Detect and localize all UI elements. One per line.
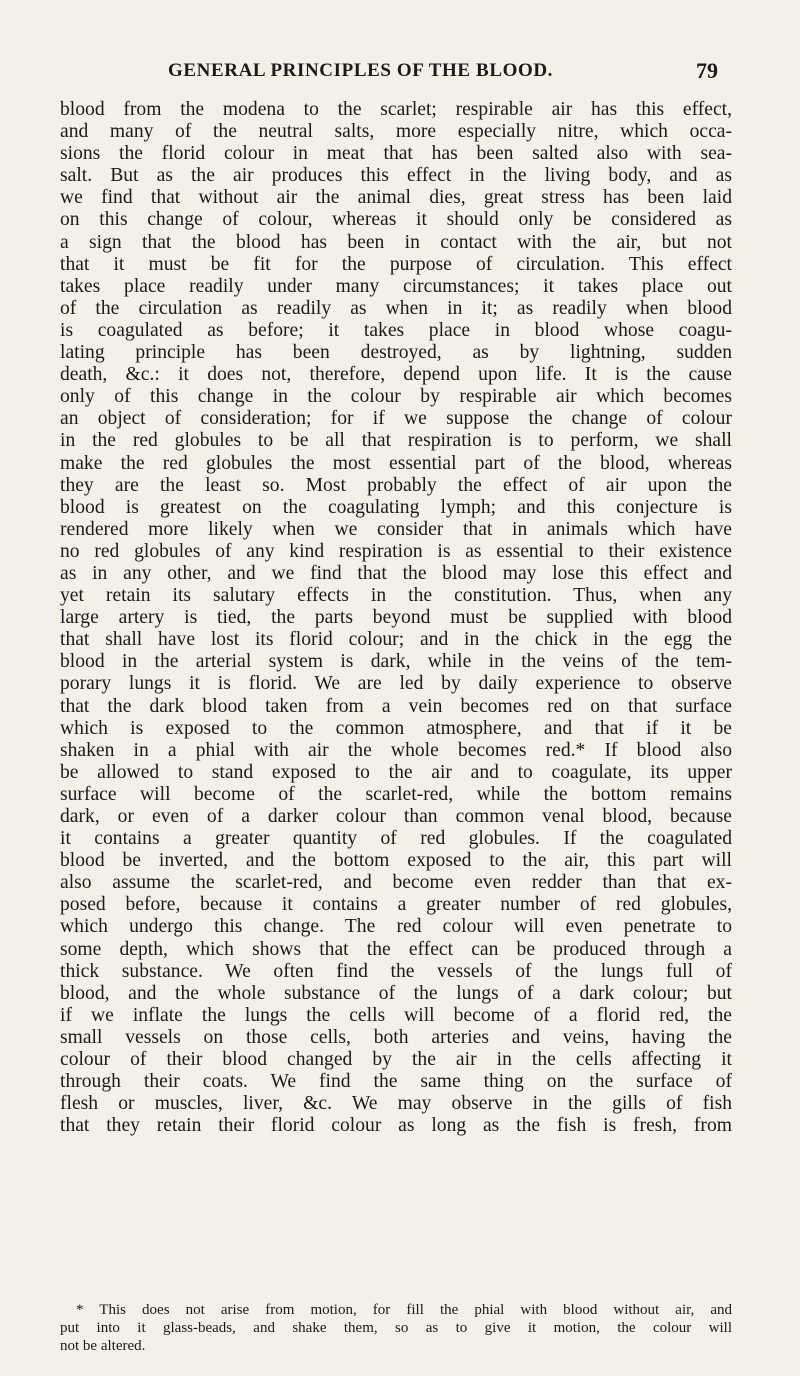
body-text <box>60 99 732 1160</box>
text-line: sions the florid colour in meat that has been salted also with sea- <box>60 143 732 165</box>
text-line: that shall have lost its florid colour; and in the chick in the egg the <box>60 629 732 651</box>
page-number: 79 <box>696 58 718 83</box>
text-line: posed before, because it contains a greater number of red globules, <box>60 894 732 916</box>
text-line: shaken in a phial with air the whole becomes red.* If blood also <box>60 739 732 761</box>
text-line: a sign that the blood has been in contact with the air, but not <box>60 231 732 253</box>
page-header <box>168 60 718 88</box>
text-line: it contains a greater quantity of red globules. If the coagulated <box>60 828 732 850</box>
text-line: lating principle has been destroyed, as by lightning, sudden <box>60 342 732 364</box>
text-line: that it must be fit for the purpose of circulation. This effect <box>60 253 732 275</box>
text-line: flesh or muscles, liver, &c. We may observe in the gills of fish <box>60 1093 732 1115</box>
text-line: yet retain its salutary effects in the constitution. Thus, when any <box>60 585 732 607</box>
text-line: make the red globules the most essential part of the blood, whereas <box>60 452 732 474</box>
text-line: porary lungs it is florid. We are led by daily experience to observe <box>60 673 732 695</box>
text-line: surface will become of the scarlet-red, while the bottom remains <box>60 783 732 805</box>
text-line: thick substance. We often find the vessels of the lungs full of <box>60 960 732 982</box>
text-line: blood from the modena to the scarlet; respirable air has this effect, <box>60 99 732 120</box>
text-line: blood be inverted, and the bottom exposed to the air, this part will <box>60 850 732 872</box>
text-line: some depth, which shows that the effect can be produced through a <box>60 938 732 960</box>
text-line: colour of their blood changed by the air in the cells affecting it <box>60 1049 732 1071</box>
text-line: blood, and the whole substance of the lungs of a dark colour; but <box>60 982 732 1004</box>
text-line: and many of the neutral salts, more especially nitre, which occa- <box>60 121 732 143</box>
text-line: blood is greatest on the coagulating lymph; and this conjecture is <box>60 496 732 518</box>
text-line: small vessels on those cells, both arteries and veins, having the <box>60 1026 732 1048</box>
footnote <box>60 1301 732 1355</box>
text-line: an object of consideration; for if we suppose the change of colour <box>60 408 732 430</box>
text-line: large artery is tied, the parts beyond must be supplied with blood <box>60 607 732 629</box>
text-line: be allowed to stand exposed to the air and to coagulate, its upper <box>60 761 732 783</box>
text-line: only of this change in the colour by respirable air which becomes <box>60 386 732 408</box>
text-line: blood in the arterial system is dark, while in the veins of the tem- <box>60 651 732 673</box>
text-line: death, &c.: it does not, therefore, depend upon life. It is the cause <box>60 364 732 386</box>
text-line: that the dark blood taken from a vein becomes red on that surface <box>60 695 732 717</box>
text-line: rendered more likely when we consider that in animals which have <box>60 518 732 540</box>
text-line: no red globules of any kind respiration is as essential to their existence <box>60 540 732 562</box>
text-line: which is exposed to the common atmosphere, and that if it be <box>60 717 732 739</box>
text-line: if we inflate the lungs the cells will become of a florid red, the <box>60 1004 732 1026</box>
text-line: also assume the scarlet-red, and become even redder than that ex- <box>60 872 732 894</box>
text-line: as in any other, and we find that the blood may lose this effect and <box>60 562 732 584</box>
text-line: is coagulated as before; it takes place in blood whose coagu- <box>60 319 732 341</box>
text-line: on this change of colour, whereas it should only be considered as <box>60 209 732 231</box>
text-line: of the circulation as readily as when in it; as readily when blood <box>60 297 732 319</box>
running-head: GENERAL PRINCIPLES OF THE BLOOD. <box>168 60 554 81</box>
text-line: in the red globules to be all that respiration is to perform, we shall <box>60 430 732 452</box>
text-line: that they retain their florid colour as long as the fish is fresh, from <box>60 1115 732 1137</box>
text-line: they are the least so. Most probably the effect of air upon the <box>60 474 732 496</box>
footnote-line: * This does not arise from motion, for fill the phial with blood without air, and <box>76 1302 732 1318</box>
text-line: takes place readily under many circumstances; it takes place out <box>60 275 732 297</box>
text-line: dark, or even of a darker colour than common venal blood, because <box>60 806 732 827</box>
text-line: which undergo this change. The red colour will even penetrate to <box>60 916 732 938</box>
text-line: through their coats. We find the same thing on the surface of <box>60 1071 732 1093</box>
footnote-line: put into it glass-beads, and shake them, so as to give it motion, the colour will <box>60 1320 732 1336</box>
text-line: salt. But as the air produces this effect in the living body, and as <box>60 165 732 187</box>
footnote-line: not be altered. <box>60 1338 146 1354</box>
text-line <box>60 1137 732 1159</box>
text-line: we find that without air the animal dies, great stress has been laid <box>60 187 732 209</box>
